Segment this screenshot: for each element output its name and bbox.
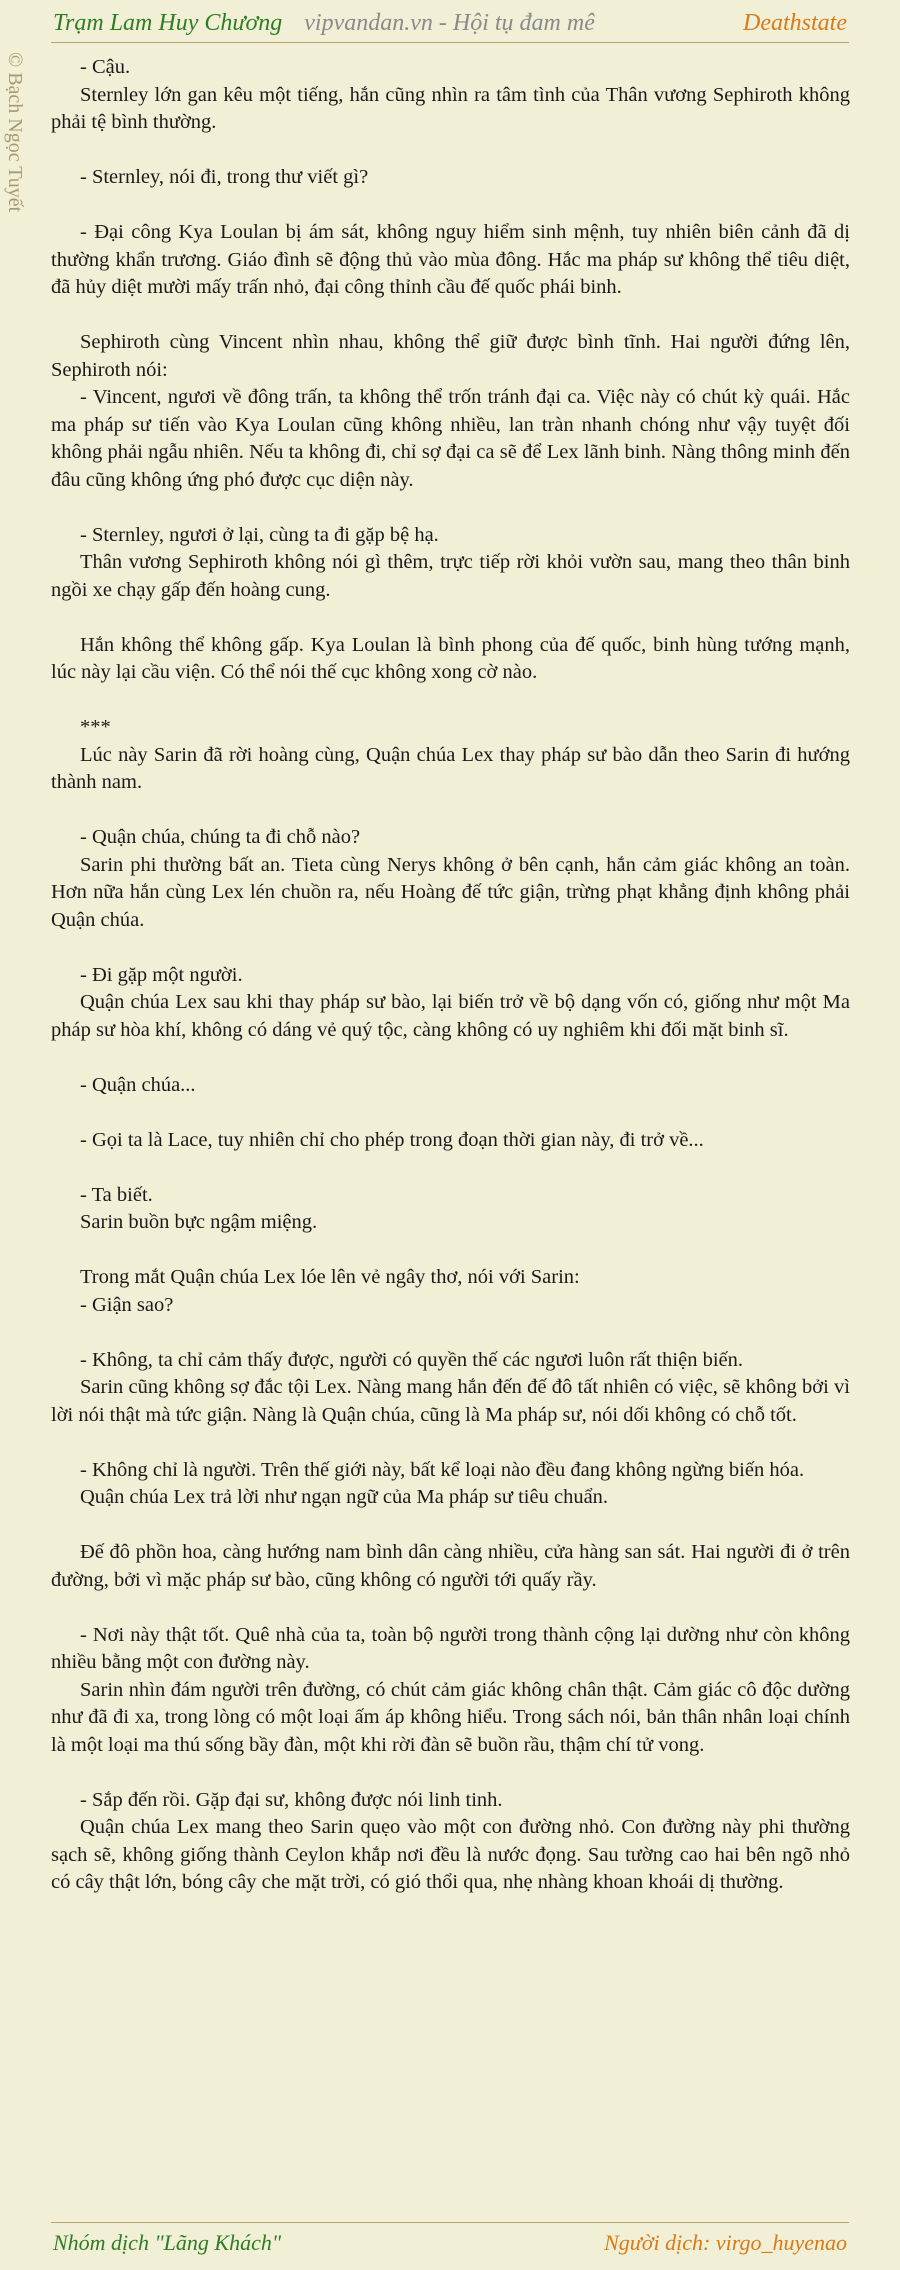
- paragraph: - Cậu.: [80, 56, 131, 78]
- paragraph: Quận chúa Lex sau khi thay pháp sư bào, lại biến trở về bộ dạng vốn có, giống như một Ma pháp sư hòa khí, không có dáng vẻ quý tộc, càng không có uy nghiêm khi đối mặt binh sĩ.: [51, 991, 850, 1041]
- paragraph: - Vincent, ngươi về đông trấn, ta không thể trốn tránh đại ca. Việc này có chút kỳ quái. Hắc ma pháp sư tiến vào Kya Loulan cũng không nhiều, lan tràn nhanh chóng như vậy tuyệt đối không phải ngẫu nhiên. Nếu ta không đi, chỉ sợ đại ca sẽ để Lex lãnh binh. Nàng thông minh đến đâu cũng không ứng phó được cục diện này.: [51, 386, 850, 491]
- paragraph: Sarin cũng không sợ đắc tội Lex. Nàng mang hắn đến đế đô tất nhiên có việc, sẽ không bởi vì lời nói thật mà tức giận. Nàng là Quận chúa, cũng là Ma pháp sư, nói dối không có chỗ tốt.: [51, 1376, 850, 1426]
- page-footer: [51, 2222, 849, 2263]
- paragraph: Sephiroth cùng Vincent nhìn nhau, không thể giữ được bình tĩnh. Hai người đứng lên, Sephiroth nói:: [51, 331, 850, 381]
- paragraph: - Sternley, nói đi, trong thư viết gì?: [80, 166, 369, 188]
- paragraph: Lúc này Sarin đã rời hoàng cùng, Quận chúa Lex thay pháp sư bào dẫn theo Sarin đi hướng thành nam.: [51, 743, 850, 793]
- copyright-watermark: [4, 52, 44, 252]
- paragraph: Trong mắt Quận chúa Lex lóe lên vẻ ngây thơ, nói với Sarin:: [80, 1266, 580, 1288]
- story-title: Deathstate: [743, 10, 847, 36]
- paragraph: Đế đô phồn hoa, càng hướng nam bình dân càng nhiều, cửa hàng san sát. Hai người đi ở trên đường, bởi vì mặc pháp sư bào, cũng không có người tới quấy rầy.: [51, 1541, 850, 1591]
- site-title: Trạm Lam Huy Chương: [53, 10, 283, 36]
- watermark-text: © Bạch Ngọc Tuyết: [4, 52, 26, 213]
- paragraph: - Quận chúa, chúng ta đi chỗ nào?: [80, 826, 361, 848]
- page-header: [51, 8, 849, 43]
- paragraph: - Sắp đến rồi. Gặp đại sư, không được nói linh tinh.: [80, 1788, 503, 1811]
- paragraph: ***: [80, 716, 111, 738]
- translator-credit: Người dịch: virgo_huyenao: [604, 2230, 847, 2255]
- paragraph: - Đi gặp một người.: [80, 963, 243, 986]
- chapter-body: [51, 54, 850, 1897]
- paragraph: - Quận chúa...: [80, 1073, 196, 1096]
- paragraph: Hắn không thể không gấp. Kya Loulan là bình phong của đế quốc, binh hùng tướng mạnh, lúc này lại cầu viện. Có thể nói thế cục không xong cờ nào.: [51, 633, 850, 683]
- paragraph: - Không chỉ là người. Trên thế giới này, bất kể loại nào đều đang không ngừng biến hóa.: [80, 1458, 805, 1481]
- header-left: [53, 8, 595, 38]
- paragraph: Quận chúa Lex mang theo Sarin quẹo vào một con đường nhỏ. Con đường này phi thường sạch sẽ, không giống thành Ceylon khắp nơi đều là nước đọng. Sau tường cao hai bên ngõ nhỏ có cây thật lớn, bóng cây che mặt trời, có gió thổi qua, nhẹ nhàng khoan khoái dị thường.: [51, 1816, 850, 1893]
- paragraph: Sternley lớn gan kêu một tiếng, hắn cũng nhìn ra tâm tình của Thân vương Sephiroth không phải tệ bình thường.: [51, 83, 850, 133]
- paragraph: Sarin buồn bực ngậm miệng.: [80, 1211, 318, 1233]
- site-slogan: vipvandan.vn - Hội tụ đam mê: [304, 10, 595, 36]
- paragraph: - Ta biết.: [80, 1183, 153, 1206]
- paragraph: - Không, ta chỉ cảm thấy được, người có quyền thế các ngươi luôn rất thiện biến.: [80, 1348, 744, 1371]
- paragraph: Sarin nhìn đám người trên đường, có chút cảm giác không chân thật. Cảm giác cô độc dường như đã đi xa, trong lòng có một loại ấm áp không hiểu. Trong sách nói, bản thân nhân loại chính là một loại ma thú sống bầy đàn, một khi rời đàn sẽ buồn rầu, thậm chí tử vong.: [51, 1678, 850, 1756]
- paragraph: Quận chúa Lex trả lời như ngạn ngữ của Ma pháp sư tiêu chuẩn.: [80, 1486, 609, 1508]
- paragraph: Thân vương Sephiroth không nói gì thêm, trực tiếp rời khỏi vườn sau, mang theo thân binh ngồi xe chạy gấp đến hoàng cung.: [51, 551, 850, 601]
- paragraph: - Nơi này thật tốt. Quê nhà của ta, toàn bộ người trong thành cộng lại dường như còn không nhiều bằng một con đường này.: [51, 1623, 850, 1673]
- paragraph: - Đại công Kya Loulan bị ám sát, không nguy hiểm sinh mệnh, tuy nhiên biên cảnh đã dị thường khẩn trương. Giáo đình sẽ động thủ vào mùa đông. Hắc ma pháp sư không thể tiêu diệt, đã hủy diệt mười mấy trấn nhỏ, đại công thỉnh cầu đế quốc phái binh.: [51, 221, 850, 298]
- paragraph: - Sternley, ngươi ở lại, cùng ta đi gặp bệ hạ.: [80, 523, 439, 546]
- paragraph: - Giận sao?: [80, 1293, 174, 1316]
- translation-group: Nhóm dịch "Lãng Khách": [53, 2230, 282, 2255]
- paragraph: Sarin phi thường bất an. Tieta cùng Nerys không ở bên cạnh, hắn cảm giác không an toàn. Hơn nữa hắn cùng Lex lén chuồn ra, nếu Hoàng đế tức giận, trừng phạt khẳng định không phải Quận chúa.: [51, 853, 850, 931]
- paragraph: - Gọi ta là Lace, tuy nhiên chỉ cho phép trong đoạn thời gian này, đi trở về...: [80, 1128, 704, 1151]
